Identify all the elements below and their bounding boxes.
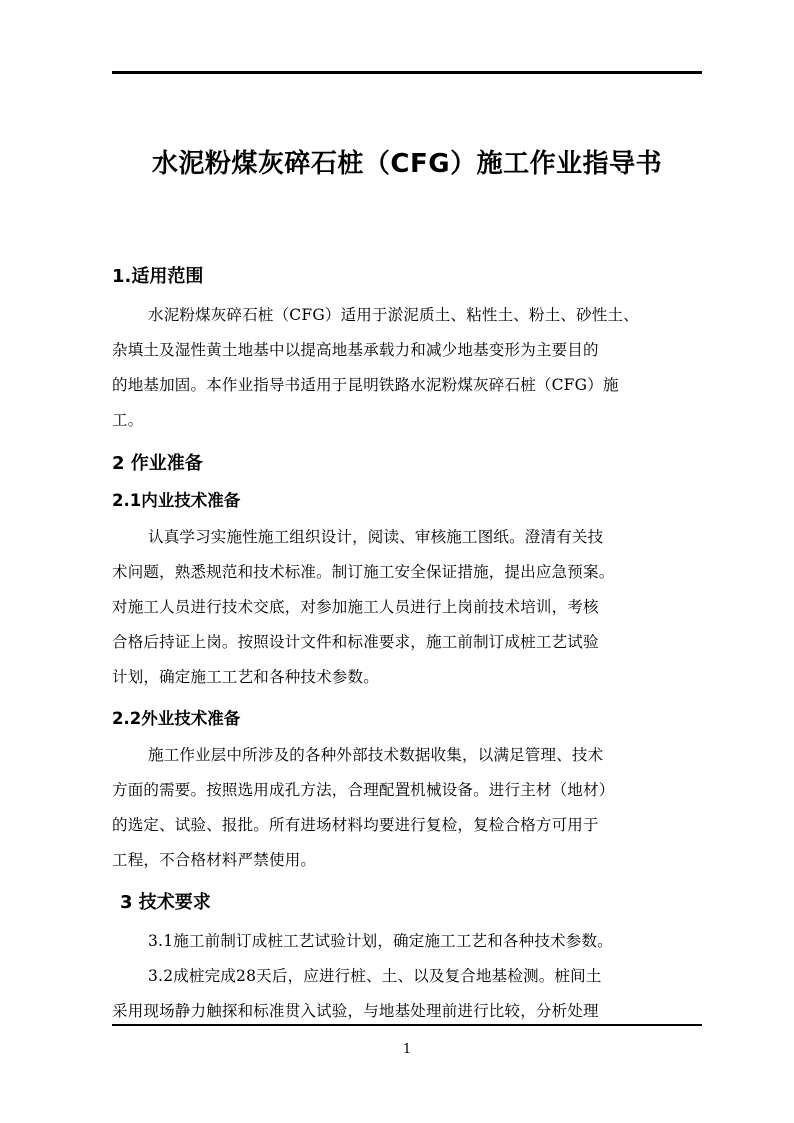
paragraph-line: 计划，确定施工工艺和各种技术参数。 (112, 668, 379, 686)
paragraph-line: 采用现场静力触探和标准贯入试验，与地基处理前进行比较，分析处理 (112, 1002, 599, 1020)
paragraph-line: 3.2成桩完成28天后，应进行桩、土、以及复合地基检测。桩间土 (148, 967, 602, 985)
paragraph-line: 工程，不合格材料严禁使用。 (112, 851, 317, 869)
section-heading-2: 2 作业准备 (112, 453, 203, 474)
paragraph-line: 的选定、试验、报批。所有进场材料均要进行复检，复检合格方可用于 (112, 816, 599, 834)
paragraph-line: 方面的需要。按照选用成孔方法，合理配置机械设备。进行主材（地材） (112, 781, 615, 799)
paragraph-line: 认真学习实施性施工组织设计，阅读、审核施工图纸。澄清有关技 (148, 528, 604, 546)
document-title: 水泥粉煤灰碎石桩（CFG）施工作业指导书 (151, 149, 663, 179)
page-number: 1 (402, 1042, 412, 1057)
section-heading-3: 3 技术要求 (120, 892, 211, 913)
footer-rule (112, 1024, 702, 1026)
paragraph-line: 合格后持证上岗。按照设计文件和标准要求，施工前制订成桩工艺试验 (112, 633, 599, 651)
paragraph-line: 术问题，熟悉规范和技术标准。制订施工安全保证措施，提出应急预案。 (112, 563, 615, 581)
paragraph-line: 施工作业层中所涉及的各种外部技术数据收集，以满足管理、技术 (148, 746, 604, 764)
subsection-heading-2-2: 2.2外业技术准备 (112, 709, 241, 728)
paragraph-line: 水泥粉煤灰碎石桩（CFG）适用于淤泥质土、粘性土、粉土、砂性土、 (148, 306, 639, 324)
header-rule (112, 71, 702, 74)
subsection-heading-2-1: 2.1内业技术准备 (112, 491, 241, 510)
paragraph-line: 3.1施工前制订成桩工艺试验计划，确定施工工艺和各种技术参数。 (148, 932, 613, 950)
paragraph-line: 工。 (112, 411, 144, 429)
paragraph-line: 杂填土及湿性黄土地基中以提高地基承载力和减少地基变形为主要目的 (112, 341, 599, 359)
paragraph-line: 对施工人员进行技术交底，对参加施工人员进行上岗前技术培训，考核 (112, 598, 599, 616)
paragraph-line: 的地基加固。本作业指导书适用于昆明铁路水泥粉煤灰碎石桩（CFG）施 (112, 376, 619, 394)
section-heading-1: 1.适用范围 (112, 266, 204, 287)
